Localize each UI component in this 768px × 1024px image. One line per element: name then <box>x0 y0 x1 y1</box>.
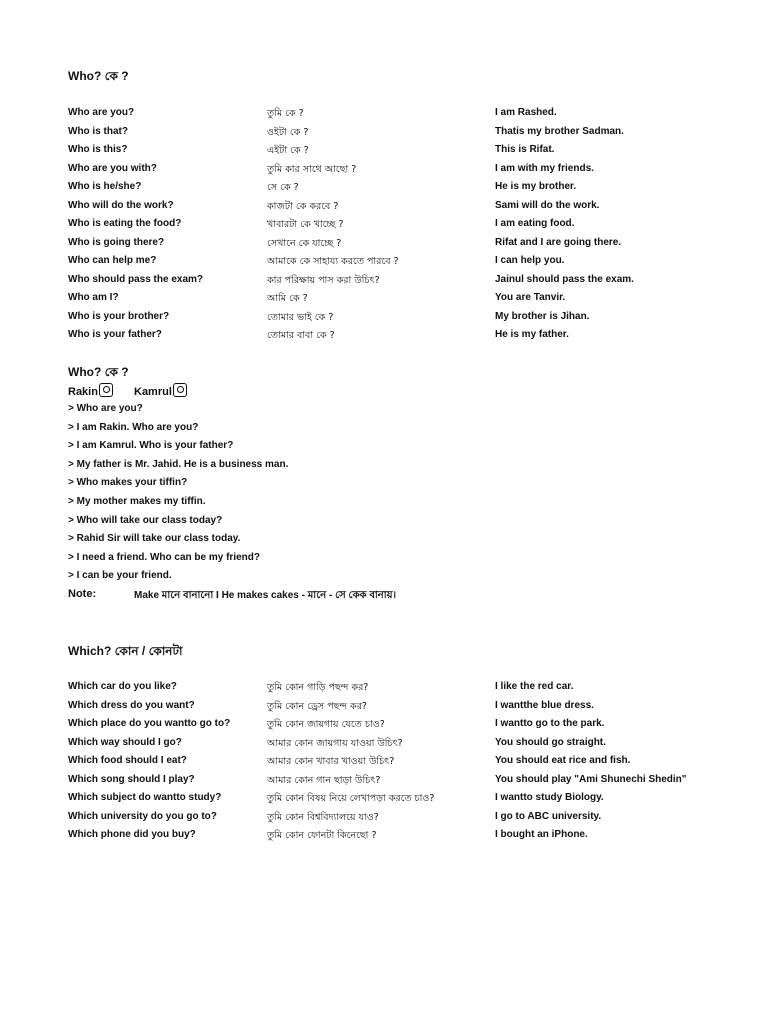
which-row <box>68 700 758 718</box>
question-en: Who can help me? <box>68 255 157 266</box>
question-bn: তুমি কোন জায়গায় যেতে চাও? <box>267 719 385 730</box>
question-bn: তুমি কোন বিষয় নিয়ে লেখাপড়া করতে চাও? <box>267 793 435 804</box>
question-bn: আমার কোন জায়গায় যাওয়া উচিৎ? <box>267 737 403 749</box>
question-bn: তুমি কে ? <box>267 108 304 119</box>
dialogue-line: > My mother makes my tiffin. <box>68 496 206 507</box>
which-section-title: Which? কোন / কোনটা <box>68 644 183 658</box>
answer: I can help you. <box>495 255 565 266</box>
dialogue-line: > I can be your friend. <box>68 570 172 582</box>
question-bn: আমাকে কে সাহায্য করতে পারবে ? <box>267 256 399 267</box>
question-en: Who is eating the food? <box>68 218 182 229</box>
note <box>68 588 668 604</box>
answer: I go to ABC university. <box>495 810 602 822</box>
who-row <box>68 311 758 329</box>
which-row <box>68 792 758 810</box>
question-bn: তুমি কার সাথে আছো ? <box>267 163 357 175</box>
note-text: Make মানে বানানো I He makes cakes - মানে - সে কেক বানায়। <box>134 590 397 601</box>
dialogue-line: > Who are you? <box>68 403 143 414</box>
answer: You should eat rice and fish. <box>495 755 631 766</box>
question-bn: তুমি কোন ফোনটা কিনেছো ? <box>267 830 377 841</box>
dialogue-line: > I need a friend. Who can be my friend? <box>68 551 260 563</box>
which-row <box>68 681 758 699</box>
question-bn: কার পরিক্ষায় পাস করা উচিৎ? <box>267 274 380 286</box>
dialogue-line: > Rahid Sir will take our class today. <box>68 533 241 545</box>
answer: He is my brother. <box>495 181 577 192</box>
answer: My brother is Jihan. <box>495 310 590 322</box>
who-row <box>68 163 758 181</box>
answer: I wantto study Biology. <box>495 792 604 803</box>
question-en: Which place do you wantto go to? <box>68 718 231 729</box>
answer: Sami will do the work. <box>495 199 600 211</box>
question-bn: ওইটা কে ? <box>267 126 309 138</box>
answer: I wantto go to the park. <box>495 718 605 729</box>
question-bn: কাজটা কে করবে ? <box>267 200 339 212</box>
question-bn: সেখানে কে যাচ্ছে ? <box>267 237 342 249</box>
question-en: Who are you? <box>68 107 135 118</box>
who-row <box>68 218 758 236</box>
answer: You are Tanvir. <box>495 292 566 303</box>
speaker-a-name: Rakin <box>68 386 98 398</box>
which-row <box>68 737 758 755</box>
question-en: Who is this? <box>68 144 128 155</box>
answer: I bought an iPhone. <box>495 829 588 840</box>
question-en: Who is your brother? <box>68 310 170 322</box>
speaker-b <box>134 383 187 398</box>
answer: Rifat and I are going there. <box>495 236 622 248</box>
who-row <box>68 274 758 292</box>
question-bn: তোমার ভাই কে ? <box>267 311 334 323</box>
speech-icon <box>99 383 113 397</box>
question-en: Which car do you like? <box>68 681 177 692</box>
answer: This is Rifat. <box>495 144 555 155</box>
question-en: Who is going there? <box>68 236 165 248</box>
which-row <box>68 811 758 829</box>
question-bn: তুমি কোন ড্রেস পছন্দ কর? <box>267 700 367 712</box>
answer: I like the red car. <box>495 681 574 692</box>
who-row <box>68 181 758 199</box>
dialogue-line: > I am Rakin. Who are you? <box>68 421 199 433</box>
speaker-b-name: Kamrul <box>134 386 172 398</box>
answer: He is my father. <box>495 329 569 340</box>
who-row <box>68 329 758 347</box>
question-en: Who should pass the exam? <box>68 273 204 285</box>
question-bn: আমার কোন খাবার খাওয়া উচিৎ? <box>267 756 395 767</box>
question-bn: এইটা কে ? <box>267 145 309 156</box>
speaker-a <box>68 383 113 398</box>
question-en: Which dress do you want? <box>68 699 195 711</box>
answer: You should play "Ami Shunechi Shedin" <box>495 773 687 785</box>
question-bn: তুমি কোন বিশ্ববিদ্যালয়ে যাও? <box>267 811 379 823</box>
question-en: Who are you with? <box>68 162 157 174</box>
question-bn: খাবারটা কে খাচ্ছে ? <box>267 219 344 230</box>
dialogue-line: > Who makes your tiffin? <box>68 477 188 489</box>
question-en: Who will do the work? <box>68 199 174 211</box>
question-en: Which university do you go to? <box>68 810 217 822</box>
who-row <box>68 200 758 218</box>
question-bn: আমি কে ? <box>267 293 308 304</box>
answer: You should go straight. <box>495 736 606 748</box>
question-bn: তোমার বাবা কে ? <box>267 330 335 341</box>
who-row <box>68 255 758 273</box>
question-en: Who is that? <box>68 125 128 137</box>
question-en: Which subject do wantto study? <box>68 792 222 803</box>
which-row <box>68 829 758 847</box>
who-row <box>68 126 758 144</box>
question-en: Which phone did you buy? <box>68 829 196 840</box>
speakers <box>68 383 268 399</box>
answer: I am eating food. <box>495 218 575 229</box>
answer: Thatis my brother Sadman. <box>495 125 624 137</box>
which-row <box>68 755 758 773</box>
note-label: Note: <box>68 588 97 600</box>
dialogue-section-title: Who? কে ? <box>68 365 129 379</box>
who-row <box>68 292 758 310</box>
question-en: Which way should I go? <box>68 736 182 748</box>
dialogue-line: > Who will take our class today? <box>68 514 223 526</box>
answer: I am with my friends. <box>495 162 594 174</box>
which-row <box>68 718 758 736</box>
answer: Jainul should pass the exam. <box>495 273 634 285</box>
who-row <box>68 237 758 255</box>
question-en: Which song should I play? <box>68 773 195 785</box>
question-bn: আমার কোন গান ছাড়া উচিৎ? <box>267 774 381 786</box>
speech-icon <box>173 383 187 397</box>
answer: I am Rashed. <box>495 107 557 118</box>
who-row <box>68 144 758 162</box>
dialogue-line: > I am Kamrul. Who is your father? <box>68 440 234 452</box>
question-en: Who is your father? <box>68 329 162 340</box>
which-row <box>68 774 758 792</box>
who-section-title: Who? কে ? <box>68 69 129 83</box>
question-bn: তুমি কোন গাড়ি পছন্দ কর? <box>267 682 369 693</box>
question-bn: সে কে ? <box>267 182 299 193</box>
who-row <box>68 107 758 125</box>
answer: I wantthe blue dress. <box>495 699 594 711</box>
question-en: Who am I? <box>68 292 119 303</box>
dialogue-line: > My father is Mr. Jahid. He is a business man. <box>68 458 289 470</box>
question-en: Who is he/she? <box>68 181 142 192</box>
question-en: Which food should I eat? <box>68 755 187 766</box>
